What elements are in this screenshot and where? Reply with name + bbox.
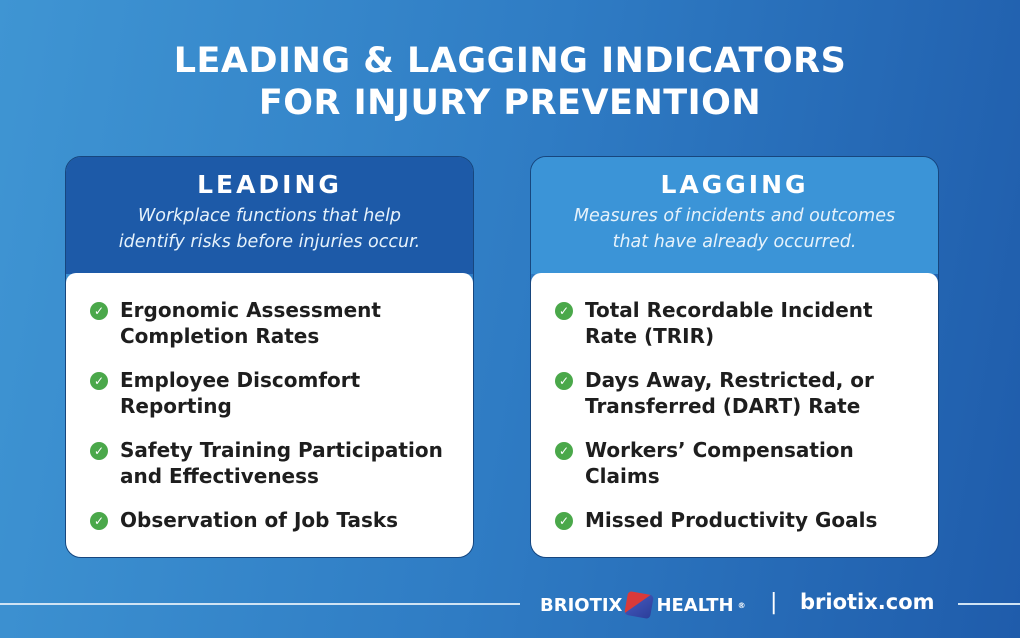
- list-item: [555, 437, 918, 489]
- list-item: [90, 437, 453, 489]
- lagging-list: [531, 273, 938, 558]
- title-line-1: LEADING & LAGGING INDICATORS: [173, 41, 847, 81]
- item-line: Rate (TRIR): [585, 324, 715, 348]
- registered-mark: ®: [737, 600, 746, 610]
- lagging-header: [531, 157, 938, 274]
- footer: [0, 588, 1020, 622]
- leading-heading: LEADING: [197, 170, 342, 199]
- logo-text-left: BRIOTIX: [540, 594, 623, 616]
- item-text: [120, 367, 360, 419]
- item-line: Total Recordable Incident: [585, 298, 873, 322]
- item-text: [120, 437, 443, 489]
- item-line: Safety Training Participation: [120, 438, 443, 462]
- check-circle-icon: ✓: [555, 512, 573, 530]
- puzzle-logo-icon: [625, 591, 655, 619]
- leading-header: [66, 157, 473, 274]
- divider-line: [0, 603, 520, 605]
- desc-line: Workplace functions that help: [137, 206, 402, 226]
- lagging-description: [531, 203, 938, 255]
- lagging-panel: [530, 156, 939, 558]
- item-line: Claims: [585, 464, 660, 488]
- check-circle-icon: ✓: [90, 512, 108, 530]
- check-circle-icon: ✓: [90, 372, 108, 390]
- item-text: [585, 367, 874, 419]
- list-item: [90, 297, 453, 349]
- check-circle-icon: ✓: [555, 372, 573, 390]
- leading-list: [66, 273, 473, 558]
- list-item: [555, 297, 918, 349]
- item-line: Missed Productivity Goals: [585, 508, 878, 532]
- item-line: Transferred (DART) Rate: [585, 394, 861, 418]
- desc-line: identify risks before injuries occur.: [118, 232, 421, 252]
- check-circle-icon: ✓: [555, 442, 573, 460]
- item-line: Workers’ Compensation: [585, 438, 854, 462]
- item-line: Ergonomic Assessment: [120, 298, 381, 322]
- title-line-2: FOR INJURY PREVENTION: [258, 83, 762, 123]
- list-item: [90, 367, 453, 419]
- item-text: [585, 297, 873, 349]
- item-line: Employee Discomfort: [120, 368, 361, 392]
- item-line: Days Away, Restricted, or: [585, 368, 874, 392]
- leading-panel: [65, 156, 474, 558]
- desc-line: Measures of incidents and outcomes: [573, 206, 896, 226]
- separator: |: [770, 590, 778, 615]
- leading-description: [66, 203, 473, 255]
- list-item: [90, 507, 453, 533]
- page-title: [0, 40, 1020, 124]
- list-item: [555, 507, 918, 533]
- website-link[interactable]: briotix.com: [800, 590, 935, 614]
- list-item: [555, 367, 918, 419]
- check-circle-icon: ✓: [90, 302, 108, 320]
- item-line: Completion Rates: [120, 324, 320, 348]
- briotix-health-logo: [540, 593, 746, 617]
- logo-text-right: HEALTH: [656, 594, 734, 616]
- lagging-heading: LAGGING: [660, 170, 809, 199]
- desc-line: that have already occurred.: [612, 232, 857, 252]
- item-line: Observation of Job Tasks: [120, 508, 399, 532]
- item-text: [120, 297, 381, 349]
- check-circle-icon: ✓: [555, 302, 573, 320]
- check-circle-icon: ✓: [90, 442, 108, 460]
- item-text: [585, 437, 854, 489]
- item-line: and Effectiveness: [120, 464, 319, 488]
- divider-line: [958, 603, 1020, 605]
- item-text: [120, 507, 398, 533]
- item-text: [585, 507, 877, 533]
- item-line: Reporting: [120, 394, 232, 418]
